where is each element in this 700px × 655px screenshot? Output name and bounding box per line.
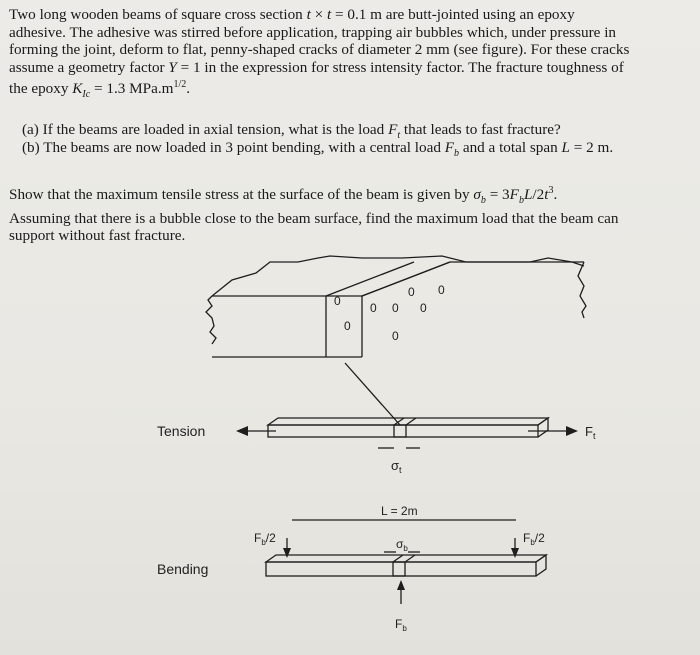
intro-line-1: Two long wooden beams of square cross section t × t = 0.1 m are butt-jointed using an epoxy bbox=[9, 6, 575, 23]
tension-beam bbox=[268, 418, 548, 437]
bubble-4: 0 bbox=[392, 301, 399, 315]
bubble-1: 0 bbox=[334, 294, 341, 308]
detail-pointer-line bbox=[345, 363, 400, 425]
show-line-3: support without fast fracture. bbox=[9, 227, 186, 245]
central-load-arrowhead bbox=[397, 580, 405, 590]
tension-right-arrowhead bbox=[566, 426, 578, 436]
beam-left-jagged-edge bbox=[206, 296, 216, 344]
tension-left-arrowhead bbox=[236, 426, 248, 436]
bending-beam bbox=[266, 555, 546, 576]
bubble-6: 0 bbox=[392, 329, 399, 343]
right-half-load-label: $F_b/2$ bbox=[523, 531, 545, 547]
bubble-8: 0 bbox=[438, 283, 445, 297]
span-label: L = 2m bbox=[381, 504, 418, 518]
intro-line-5: the epoxy $K_{Ic} = 1.3$ $MPa.m^{1/2}$. bbox=[9, 79, 191, 101]
show-line-2: Assuming that there is a bubble close to the beam surface, find the maximum load that the beam can bbox=[9, 209, 619, 227]
bubble-3: 0 bbox=[370, 301, 377, 315]
joint-top-left-diagonal bbox=[326, 262, 414, 296]
sigma-b-label: $\sigma_b$ bbox=[396, 537, 408, 553]
tension-label: Tension bbox=[157, 423, 206, 439]
bubble-2: 0 bbox=[344, 319, 351, 333]
left-support-arrowhead bbox=[283, 548, 291, 558]
beam-back-top-edge bbox=[362, 262, 584, 296]
sigma-t-label: $\sigma_t$ bbox=[391, 458, 402, 475]
intro-line-2: adhesive. The adhesive was stirred before application, trapping air bubbles which, under pressure in bbox=[9, 23, 617, 41]
intro-line-4: assume a geometry factor Y = 1 in the expression for stress intensity factor. The fracture toughness of bbox=[9, 58, 624, 76]
fb-label: $F_b$ bbox=[395, 617, 407, 633]
bubble-5: 0 bbox=[420, 301, 427, 315]
bending-label: Bending bbox=[157, 561, 209, 577]
beam-right-jagged-edge bbox=[578, 262, 586, 318]
question-a: (a) If the beams are loaded in axial tension, what is the load $F_t$ that leads to fast fracture? bbox=[22, 121, 561, 142]
question-b: (b) The beams are now loaded in 3 point bending, with a central load $F_b$ and a total span L = 2 m. bbox=[22, 139, 614, 160]
intro-line-3: forming the joint, deform to flat, penny-shaped cracks of diameter 2 mm (see figure). For these cracks bbox=[9, 41, 630, 59]
bubble-7: 0 bbox=[408, 285, 415, 299]
joint-top-right-diagonal bbox=[362, 262, 450, 296]
show-line-1: Show that the maximum tensile stress at the surface of the beam is given by $\sigma_b = 3F_bL/2t^3$. bbox=[9, 185, 558, 207]
right-support-arrowhead bbox=[511, 548, 519, 558]
left-half-load-label: $F_b/2$ bbox=[254, 531, 276, 547]
ft-label: $F_t$ bbox=[585, 424, 596, 441]
